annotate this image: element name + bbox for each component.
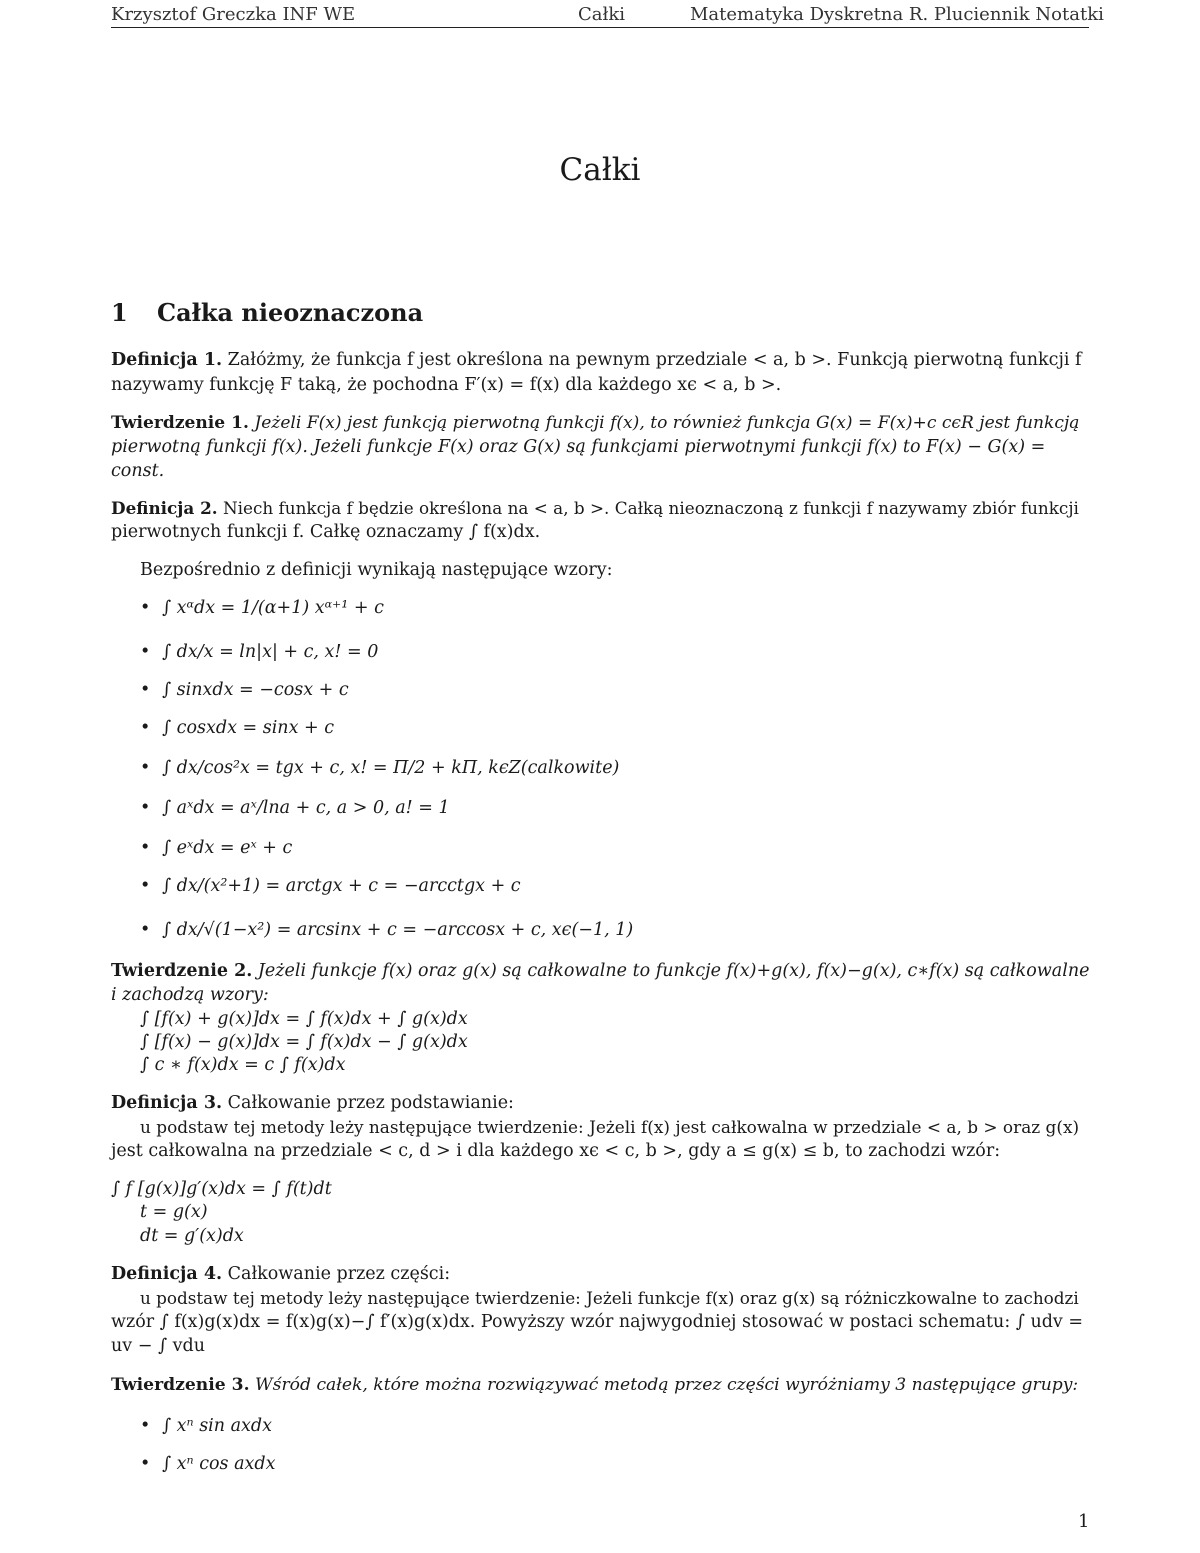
formula-text: ∫ sinxdx = −cosx + c bbox=[162, 680, 349, 700]
formula-item: • ∫ eˣdx = eˣ + c bbox=[140, 838, 293, 858]
thm3-item-text: ∫ xⁿ sin axdx bbox=[162, 1416, 272, 1436]
def1-line1: Załóżmy, że funkcja f jest określona na pewnym przedziale < a, b >. Funkcją pierwotną funkcji f bbox=[227, 350, 1082, 370]
header-rule bbox=[111, 27, 1089, 28]
def3-eq1: ∫ f [g(x)]g′(x)dx = ∫ f(t)dt bbox=[111, 1179, 332, 1199]
def3-line2: jest całkowalna na przedziale < c, d > i dla każdego xϵ < c, b >, gdy a ≤ g(x) ≤ b, to zachodzi wzór: bbox=[111, 1141, 1001, 1161]
thm2-eq3: ∫ c ∗ f(x)dx = c ∫ f(x)dx bbox=[140, 1055, 346, 1075]
page-title: Całki bbox=[559, 152, 641, 188]
page-number: 1 bbox=[1078, 1511, 1090, 1532]
thm3-item: • ∫ xⁿ sin axdx bbox=[140, 1416, 272, 1436]
formula-text: ∫ xᵅdx = 1/(α+1) xᵅ⁺¹ + c bbox=[162, 598, 384, 618]
thm1-label: Twierdzenie 1. bbox=[111, 413, 249, 433]
thm2-label: Twierdzenie 2. bbox=[111, 961, 253, 981]
def2-line1: Niech funkcja f będzie określona na < a, b >. Całką nieoznaczoną z funkcji f nazywamy zbiór funkcji bbox=[222, 498, 1079, 518]
section-title: Całka nieoznaczona bbox=[157, 298, 424, 327]
def3-heading-row bbox=[111, 1093, 514, 1113]
formula-item: • ∫ dx/cos²x = tgx + c, x! = Π/2 + kΠ, kϵZ(calkowite) bbox=[140, 758, 620, 778]
def3-line1: u podstaw tej metody leży następujące twierdzenie: Jeżeli f(x) jest całkowalna w przedziale < a, b > oraz g(x) bbox=[140, 1117, 1080, 1137]
header-course: Matematyka Dyskretna R. Pluciennik Notatki bbox=[690, 4, 1104, 25]
formula-text: ∫ dx/x = ln|x| + c, x! = 0 bbox=[162, 642, 379, 662]
formula-text: ∫ cosxdx = sinx + c bbox=[162, 718, 335, 738]
formula-item: • ∫ cosxdx = sinx + c bbox=[140, 718, 335, 738]
formula-item: • ∫ dx/x = ln|x| + c, x! = 0 bbox=[140, 642, 379, 662]
def1-line1-row bbox=[111, 350, 1082, 370]
def3-heading: Całkowanie przez podstawianie: bbox=[227, 1093, 514, 1113]
def3-eq2: t = g(x) bbox=[140, 1202, 208, 1222]
def4-line3: uv − ∫ vdu bbox=[111, 1336, 205, 1356]
formula-item: • ∫ dx/√(1−x²) = arcsinx + c = −arccosx + c, xϵ(−1, 1) bbox=[140, 920, 634, 940]
def4-label: Definicja 4. bbox=[111, 1264, 223, 1284]
thm2-eq1: ∫ [f(x) + g(x)]dx = ∫ f(x)dx + ∫ g(x)dx bbox=[140, 1009, 468, 1029]
formula-text: ∫ aˣdx = aˣ/lna + c, a > 0, a! = 1 bbox=[162, 798, 450, 818]
header-author: Krzysztof Greczka INF WE bbox=[111, 4, 356, 25]
formula-item: • ∫ xᵅdx = 1/(α+1) xᵅ⁺¹ + c bbox=[140, 598, 384, 618]
section-heading bbox=[111, 298, 423, 327]
def3-eq3: dt = g′(x)dx bbox=[140, 1226, 244, 1246]
def4-heading-row bbox=[111, 1264, 450, 1284]
header-topic: Całki bbox=[578, 4, 626, 25]
formula-item: • ∫ aˣdx = aˣ/lna + c, a > 0, a! = 1 bbox=[140, 798, 450, 818]
thm1-line1: Jeżeli F(x) jest funkcją pierwotną funkcji f(x), to również funkcja G(x) = F(x)+c cϵR jest funkcją bbox=[254, 413, 1080, 433]
def2-line1-row bbox=[111, 498, 1079, 518]
thm1-line3: const. bbox=[111, 461, 165, 481]
thm3-label: Twierdzenie 3. bbox=[111, 1375, 250, 1395]
thm1-line1-row bbox=[111, 413, 1079, 433]
formula-item: • ∫ sinxdx = −cosx + c bbox=[140, 680, 349, 700]
def2-label: Definicja 2. bbox=[111, 498, 218, 518]
def4-heading: Całkowanie przez części: bbox=[227, 1264, 451, 1284]
formula-text: ∫ eˣdx = eˣ + c bbox=[162, 838, 293, 858]
thm2-line2: i zachodzą wzory: bbox=[111, 985, 269, 1005]
intro-text: Bezpośrednio z definicji wynikają następujące wzory: bbox=[140, 560, 613, 580]
formula-text: ∫ dx/cos²x = tgx + c, x! = Π/2 + kΠ, kϵZ(calkowite) bbox=[162, 758, 620, 778]
thm2-line1-row bbox=[111, 961, 1089, 981]
def1-label: Definicja 1. bbox=[111, 350, 223, 370]
thm3-row bbox=[111, 1375, 1078, 1395]
thm2-line1: Jeżeli funkcje f(x) oraz g(x) są całkowalne to funkcje f(x)+g(x), f(x)−g(x), c∗f(x) są całkowalne bbox=[257, 961, 1090, 981]
thm1-line2: pierwotną funkcji f(x). Jeżeli funkcje F(x) oraz G(x) są funkcjami pierwotnymi funkcji f(x) to F(x) − G(x) = bbox=[111, 437, 1046, 457]
def4-line1: u podstaw tej metody leży następujące twierdzenie: Jeżeli funkcje f(x) oraz g(x) są różniczkowalne to zachodzi bbox=[140, 1288, 1079, 1308]
def2-line2: pierwotnych funkcji f. Całkę oznaczamy ∫ f(x)dx. bbox=[111, 522, 541, 542]
formula-text: ∫ dx/√(1−x²) = arcsinx + c = −arccosx + c, xϵ(−1, 1) bbox=[162, 920, 634, 940]
thm3-item: • ∫ xⁿ cos axdx bbox=[140, 1454, 276, 1474]
def4-line2: wzór ∫ f(x)g(x)dx = f(x)g(x)−∫ f′(x)g(x)dx. Powyższy wzór najwygodniej stosować w postaci schematu: ∫ udv = bbox=[111, 1312, 1084, 1332]
def1-line2: nazywamy funkcję F taką, że pochodna F′(x) = f(x) dla każdego xϵ < a, b >. bbox=[111, 375, 782, 395]
thm2-eq2: ∫ [f(x) − g(x)]dx = ∫ f(x)dx − ∫ g(x)dx bbox=[140, 1032, 468, 1052]
thm3-item-text: ∫ xⁿ cos axdx bbox=[162, 1454, 276, 1474]
section-number: 1 bbox=[111, 298, 128, 327]
formula-item: • ∫ dx/(x²+1) = arctgx + c = −arcctgx + c bbox=[140, 876, 521, 896]
formula-text: ∫ dx/(x²+1) = arctgx + c = −arcctgx + c bbox=[162, 876, 521, 896]
def3-label: Definicja 3. bbox=[111, 1093, 223, 1113]
thm3-text: Wśród całek, które można rozwiązywać metodą przez części wyróżniamy 3 następujące grupy: bbox=[255, 1375, 1079, 1395]
